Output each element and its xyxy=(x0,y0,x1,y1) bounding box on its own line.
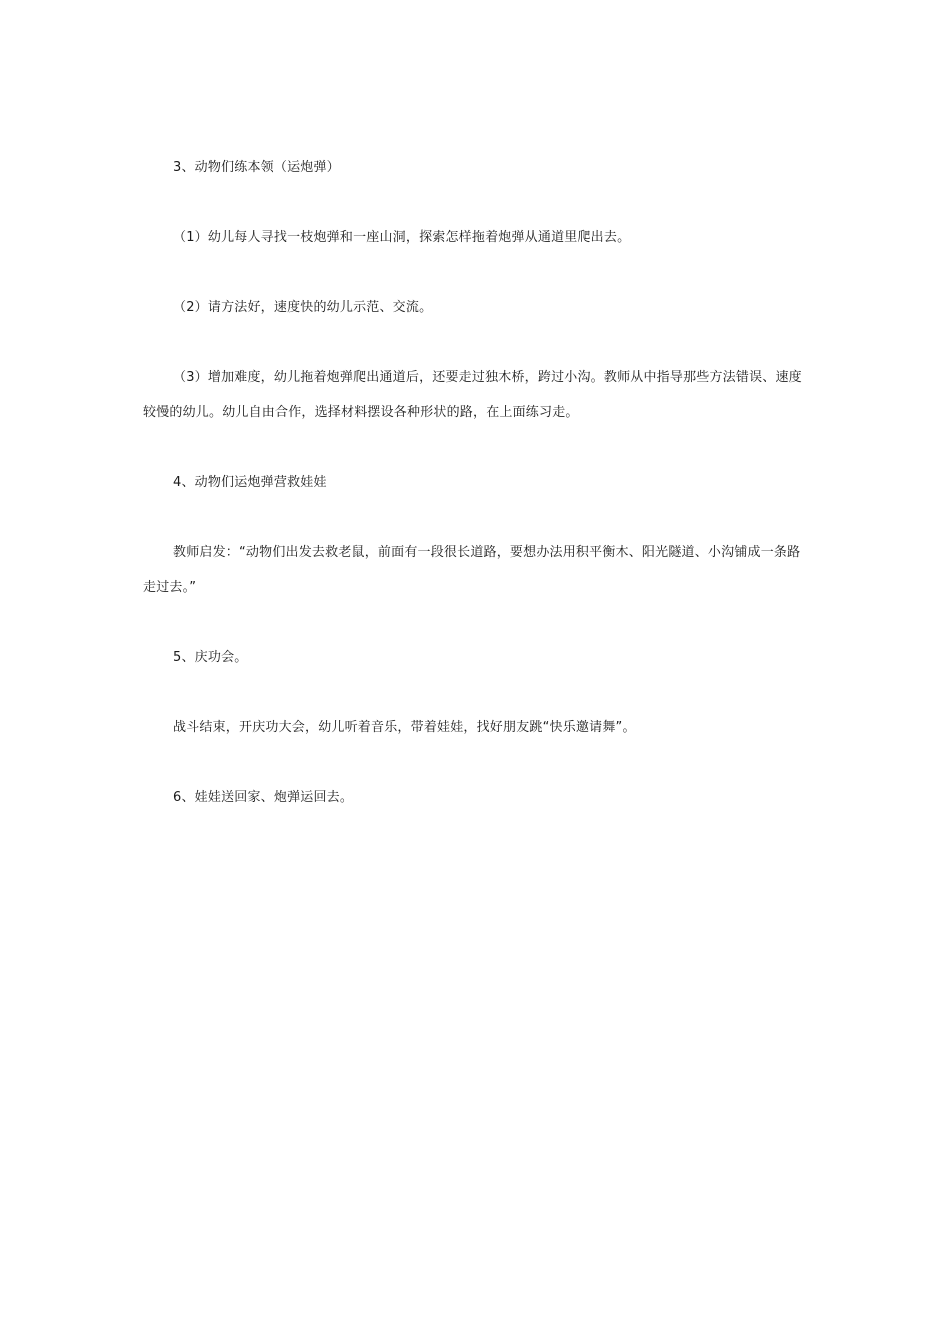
step-3-item-3: （3）增加难度，幼儿拖着炮弹爬出通道后，还要走过独木桥，跨过小沟。教师从中指导那些方法错误、速度较慢的幼儿。幼儿自由合作，选择材料摆设各种形状的路，在上面练习走。 xyxy=(143,370,802,420)
step-4-teacher-prompt: 教师启发：“动物们出发去救老鼠，前面有一段很长道路，要想办法用积平衡木、阳光隧道、小沟铺成一条路走过去。” xyxy=(143,545,801,595)
step-3-item-2: （2）请方法好，速度快的幼儿示范、交流。 xyxy=(173,300,433,315)
step-5-heading: 5、庆功会。 xyxy=(173,650,248,665)
step-3-item-1: （1）幼儿每人寻找一枝炮弹和一座山洞，探索怎样拖着炮弹从通道里爬出去。 xyxy=(173,230,631,245)
step-6-heading: 6、娃娃送回家、炮弹运回去。 xyxy=(173,790,354,805)
step-3-heading: 3、动物们练本领（运炮弹） xyxy=(173,160,340,175)
step-5-description: 战斗结束，开庆功大会，幼儿听着音乐，带着娃娃，找好朋友跳“快乐邀请舞”。 xyxy=(173,720,636,735)
step-4-heading: 4、动物们运炮弹营救娃娃 xyxy=(173,475,327,490)
